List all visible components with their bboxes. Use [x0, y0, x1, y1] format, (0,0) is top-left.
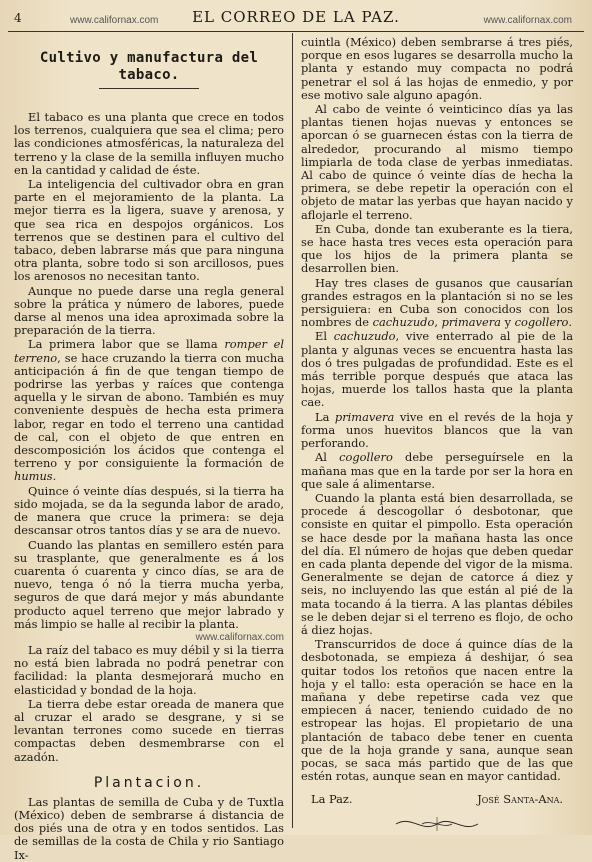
- article-title: Cultivo y manufactura del tabaco.: [39, 50, 259, 83]
- watermark-right: www.californax.com: [483, 15, 572, 26]
- paragraph-primera-labor: [14, 338, 284, 483]
- text-run: , vive enterrado al pie de la planta y algunas veces se encuentra hasta las dos ó tres pulgadas de profundidad. Este es el más terrible porque después que ataca las hojas, muerde los tallos hasta que la planta cae.: [301, 329, 573, 410]
- section-heading: Plantacion.: [93, 774, 205, 791]
- header-rule: [8, 31, 584, 32]
- text-run: La primera labor que se llama: [28, 337, 225, 352]
- paragraph: La tierra debe estar oreada de manera que al cruzar el arado se desgrane, y si se levantan terrones como sucede en tierras compactas deben desmembrarse con el azadón.: [14, 696, 284, 764]
- paragraph: Aunque no puede darse una regla general sobre la prática y número de labores, puede darse al menos una idea aproximada sobre la preparación de la tierra.: [14, 283, 284, 338]
- paragraph-primavera: La primavera vive en el revés de la hoja y forma unos huevitos blancos que la van perforando.: [301, 409, 573, 451]
- right-column: [301, 36, 573, 826]
- paragraph: El tabaco es una planta que crece en todos los terrenos, cualquiera que sea el clima; pero las condiciones atmosféricas, la naturaleza del terreno y la clase de la semilla influyen mucho en la cantidad y calidad de éste.: [14, 110, 284, 177]
- worm-name: cachuzudo: [333, 329, 396, 344]
- worm-name: primavera: [334, 409, 395, 424]
- column-divider: [292, 33, 293, 828]
- title-rule: [99, 88, 199, 89]
- paragraph-cachuzudo: El cachuzudo, vive enterrado al pie de la planta y algunas veces se encuentra hasta las dos ó tres pulgadas de profundidad. Este es el más terrible porque después que ataca las hojas, muerde los tallos hasta que la planta cae.: [301, 329, 573, 410]
- paragraph: En Cuba, donde tan exuberante es la tiera, se hace hasta tres veces esta operación para que los hijos de la primera planta se desarrollen bien.: [301, 221, 573, 276]
- paragraph: Quince ó veinte días después, si la tierra ha sido mojada, se da la segunda labor de arado, de manera que cruce la primera: se deja descansar otros tantos días y se ara de nuevo.: [14, 483, 284, 538]
- paragraph: Al cabo de veinte ó veinticinco días ya las plantas tienen hojas nuevas y entonces se aporcan ó se guarnecen éstas con la tierra de alrededor, procurando al mismo tiempo limpiarla de toda clase de yerbas inmediatas. Al cabo de quince ó veinte días de hecha la primera, se debe repetir la operación con el objeto de matar las yerbas que hayan nacido y aflojarle el terreno.: [301, 102, 573, 222]
- ornament-flourish: [392, 813, 482, 835]
- page-header: [0, 8, 592, 30]
- paragraph-cogollero: Al cogollero debe perseguírsele en la mañana mas que en la tarde por ser la hora en que sale á alimentarse.: [301, 450, 573, 491]
- paragraph: Cuando las plantas en semillero estén para su trasplante, que generalmente es á los cuarenta ó cuarenta y cinco días, se ara de nuevo, tenga ó nó la tierra mucha yerba, seguros de que dará mejor y más abundante producto aquel terreno que mejor labrado y más limpio se halle al recibir la planta.: [14, 537, 284, 631]
- paragraph: La raíz del tabaco es muy débil y si la tierra no está bien labrada no podrá penetrar con facilidad: la planta desmejorará mucho en elasticidad y bondad de la hoja.: [14, 642, 284, 697]
- watermark-left: www.californax.com: [70, 15, 159, 26]
- worm-name: cogollero: [514, 315, 569, 330]
- signature-name: José Santa-Ana.: [477, 792, 563, 807]
- text-run: , se hace cruzando la tierra con mucha anticipación á fin de que tengan tiempo de podrirse las yerbas y raíces que contenga aquella y le sirvan de abono. También es muy conveniente despuès de hecha esta primera labor, regar en todo el terreno una cantidad de cal, con el objeto de que entren en descomposición los ácidos que contenga el terreno y por consiguiente la formación de: [14, 350, 284, 471]
- paragraph: La inteligencia del cultivador obra en gran parte en el mejoramiento de la planta. La mejor tierra es la ligera, suave y arenosa, y que sea rica en despojos orgánicos. Los terrenos que se destinen para el cultivo del tabaco, deben labrarse más que para ninguna otra planta, sobre todo si son arcillosos, pues los arenosos no necesitan tanto.: [14, 177, 284, 284]
- term-romper-terreno: romper el terreno: [14, 337, 285, 365]
- worm-name: cogollero: [339, 450, 393, 465]
- term-humus: humus.: [14, 469, 57, 484]
- masthead: EL CORREO DE LA PAZ.: [192, 8, 400, 26]
- text-run: debe perseguírsele en la mañana mas que en la tarde por ser la hora en que sale á alimentarse.: [301, 450, 573, 491]
- paragraph: Las plantas de semilla de Cuba y de Tuxtla (México) deben de sembrarse á distancia de dos piés una de otra y en todos sentidos. Las de semillas de la costa de Chila y rio Santiago Ix-: [14, 794, 284, 862]
- signature-place: La Paz.: [311, 792, 353, 807]
- left-column: [14, 38, 285, 862]
- paragraph: Cuando la planta está bien desarrollada, se procede á descogollar ó desbotonar, que consiste en quitar el pimpollo. Esta operación se hace desde por la mañana hasta las once del día. El número de hojas que deben quedar en cada planta depende del vigor de la misma. Generalmente se dejan de catorce á diez y seis, no incluyendo las que están al pié de la mata tocando á la tierra. A las plantas débiles se le deben dejar si el terreno es flojo, de ocho á diez hojas.: [301, 490, 573, 637]
- paragraph: Transcurridos de doce á quince días de la desbotonada, se empieza á deshijar, ó sea quitar todos los retoños que nacen entre la hoja y el tallo: esta operación se hace en la mañana y debe repetirse cada vez que empiecen á nacer, teniendo cuidado de no estropear las hojas. El propietario de una plantación de tabaco debe tener en cuenta que de la hoja grande y sana, aunque sean pocas, se saca más partido que de las que estén rotas, aunque sean en mayor cantidad.: [301, 637, 573, 784]
- signature: [311, 793, 563, 806]
- text-run: vive en el revés de la hoja y forma unos huevitos blancos que la van perforando.: [301, 409, 573, 451]
- paragraph: cuintla (México) deben sembrarse á tres piés, porque en esos lugares se desarrolla mucho la planta y estando muy compacta no podrá penetrar el sol á las hojas de enmedio, y por ese motivo sale alguno apagón.: [301, 35, 573, 102]
- worm-name: primavera: [441, 315, 501, 330]
- paragraph-gusanos: Hay tres clases de gusanos que causarían grandes estragos en la plantación si no se les persiguiera: en Cuba son conocidos con los nombres de cachuzudo, primavera y cogollero.: [301, 275, 573, 330]
- worm-name: cachuzudo: [372, 315, 435, 330]
- text-run: Hay tres clases de gusanos que causarían grandes estragos en la plantación si no se les persiguiera: en Cuba son conocidos con los nombres de: [301, 275, 573, 330]
- watermark-inline: www.californax.com: [195, 631, 284, 643]
- page-number: 4: [14, 11, 22, 25]
